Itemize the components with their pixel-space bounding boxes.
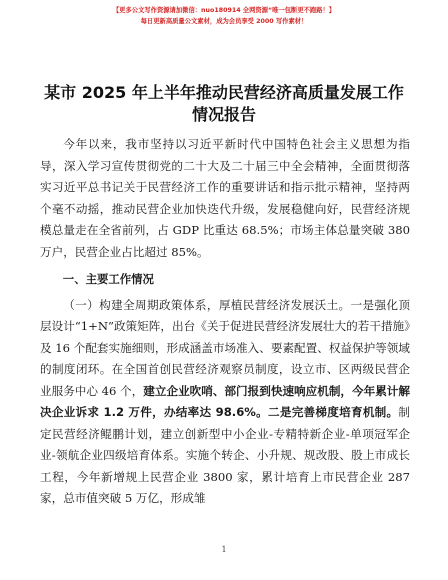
policy-paragraph [40,295,410,510]
promo-banner-line2: 每日更新高质量公文素材，成为会员享受 2000 写作素材！ [140,18,308,25]
promo-banner [0,6,448,26]
promo-banner-line1: 【更多公文写作资源请加微信：nuo180914 全网资源“唯一包断更不跑路！】 [112,7,336,14]
document-body [40,134,410,510]
policy-paragraph-bold: 建立企业吹哨、部门报到快速响应机制，今年累计解决企业诉求 1.2 万件，办结率达 98.6%。二是完善梯度培育机制。 [40,383,410,419]
intro-paragraph: 今年以来，我市坚持以习近平新时代中国特色社会主义思想为指导，深入学习宣传贯彻党的二十大及二十届三中全会精神，全面贯彻落实习近平总书记关于民营经济工作的重要讲话和指示批示精神，坚持两个毫不动摇，推动民营企业加快迭代升级，发展稳健向好，民营经济规模总量走在全省前列，占 GDP 比重达 68.5%；市场主体总量突破 380 万户，民营企业占比超过 85%。 [40,137,410,259]
section-heading: 一、主要工作情况 [62,272,154,286]
policy-paragraph-tail: 制定民营经济鲲鹏计划，建立创新型中小企业-专精特新企业-单项冠军企业-领航企业四级培育体系。实施个转企、小升规、规改股、股上市成长工程，今年新增规上民营企业 3800 家，累计培育上市民营企业 287 家，总市值突破 5 万亿，形成雏 [40,405,410,505]
page-number: 1 [221,545,227,554]
document-title: 某市 2025 年上半年推动民营经济高质量发展工作情况报告 [44,83,404,124]
policy-paragraph-text: （一）构建全周期政策体系，厚植民营经济发展沃土。一是强化顶层设计“1+N”政策矩阵，出台《关于促进民营经济发展壮大的若干措施》及 16 个配套实施细则，形成涵盖市场准入、要素配置、权益保护等领域的制度闭环。在全国首创民营经济观察员制度，设立市、区两级民营企业服务中心 46 个， [40,297,410,398]
